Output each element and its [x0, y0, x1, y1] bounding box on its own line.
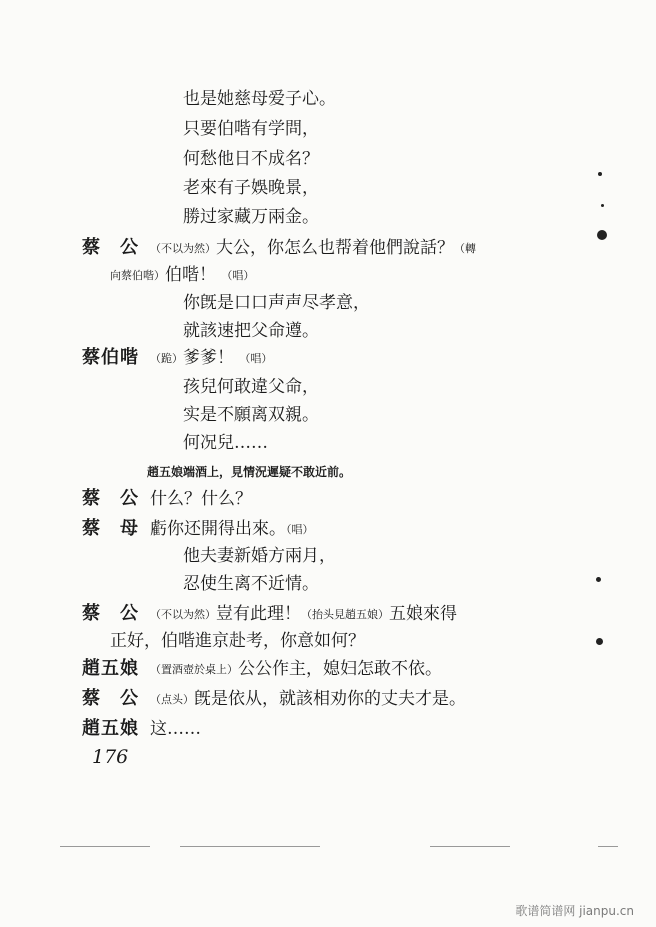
stage-note: （跪）	[150, 352, 183, 365]
verse-line: 忍使生离不近情。	[183, 574, 319, 594]
dialogue-text: 五娘來得	[389, 604, 457, 624]
scan-speck	[596, 638, 603, 645]
verse-line: 你旣是口口声声尽孝意，	[183, 293, 370, 313]
speaker-cai-bojie: 蔡伯喈	[82, 347, 139, 368]
speaker-cai-mu: 蔡 母	[82, 518, 139, 539]
scan-speck	[601, 204, 604, 207]
verse-line: 何愁他日不成名？	[183, 149, 319, 169]
scan-edge-line	[598, 846, 618, 847]
stage-note: （唱）	[239, 352, 273, 365]
dialogue-line	[150, 603, 457, 626]
verse-line: 孩兒何敢違父命，	[183, 377, 319, 397]
verse-line: 实是不願离双親。	[183, 405, 319, 425]
scan-speck	[596, 577, 601, 582]
speaker-cai-gong: 蔡 公	[82, 603, 139, 624]
verse-line: 就該速把父命遵。	[183, 321, 319, 341]
stage-note: （点头）	[150, 693, 194, 706]
dialogue-line	[110, 264, 254, 287]
stage-note: （抬头見趙五娘）	[301, 608, 389, 621]
verse-line: 何况兒……	[183, 433, 268, 453]
stage-note: （唱）	[286, 523, 314, 536]
dialogue-line	[150, 347, 272, 370]
stage-direction: 趙五娘端酒上，見情況遲疑不敢近前。	[147, 465, 352, 479]
dialogue-text: 豈有此理！	[216, 604, 301, 624]
verse-line: 勝过家藏万兩金。	[183, 207, 319, 227]
dialogue-text: 这……	[150, 719, 201, 739]
dialogue-text: 爹爹！	[183, 348, 234, 368]
dialogue-line	[150, 237, 476, 260]
scan-speck	[597, 230, 607, 240]
dialogue-text: 大公，你怎么也帮着他們說話？	[216, 238, 454, 258]
dialogue-line	[150, 518, 314, 541]
dialogue-text: 伯喈！	[165, 265, 216, 285]
stage-note: （轉	[454, 242, 476, 255]
dialogue-text: 旣是依从，就該相劝你的丈夫才是。	[194, 689, 466, 709]
speaker-zhao-wuniang: 趙五娘	[82, 658, 139, 679]
scan-edge-line	[60, 846, 150, 847]
stage-note: 向蔡伯喈）	[110, 269, 165, 282]
speaker-cai-gong: 蔡 公	[82, 688, 139, 709]
stage-note: （不以为然）	[150, 608, 216, 621]
speaker-cai-gong: 蔡 公	[82, 488, 139, 509]
stage-note: （置酒壺於桌上）	[150, 663, 238, 676]
verse-line: 只要伯喈有学問，	[183, 119, 319, 139]
scan-speck	[598, 172, 602, 176]
speaker-cai-gong: 蔡 公	[82, 237, 139, 258]
scan-edge-line	[180, 846, 320, 847]
stage-note: （唱）	[221, 269, 255, 282]
verse-line: 他夫妻新婚方兩月，	[183, 546, 336, 566]
dialogue-text: 公公作主，媳妇怎敢不依。	[238, 659, 442, 679]
watermark: 歌谱简谱网 jianpu.cn	[515, 904, 634, 918]
dialogue-text: 正好，伯喈進京赴考，你意如何？	[110, 631, 365, 651]
stage-note: （不以为然）	[150, 242, 216, 255]
verse-line: 也是她慈母爱子心。	[183, 89, 336, 109]
dialogue-line	[150, 688, 466, 711]
speaker-zhao-wuniang: 趙五娘	[82, 718, 139, 739]
page-number: 176	[92, 746, 129, 768]
dialogue-line	[150, 658, 442, 681]
dialogue-text: 什么？什么？	[150, 489, 252, 509]
verse-line: 老來有子娛晚景，	[183, 178, 319, 198]
dialogue-text: 虧你还開得出來。	[150, 519, 286, 539]
scan-edge-line	[430, 846, 510, 847]
